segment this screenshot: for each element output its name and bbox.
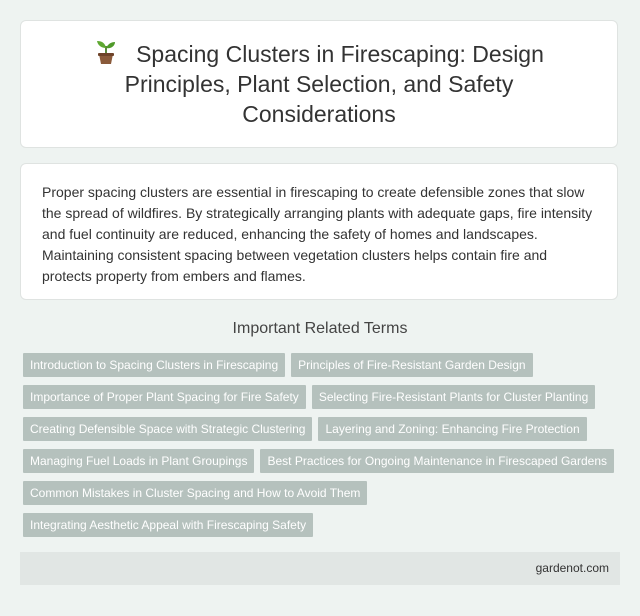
related-term-tag[interactable]: Introduction to Spacing Clusters in Firescaping [23,353,285,377]
seedling-icon [94,39,118,65]
title-card [20,20,618,148]
related-term-tag[interactable]: Creating Defensible Space with Strategic Clustering [23,417,312,441]
related-term-tag[interactable]: Selecting Fire-Resistant Plants for Cluster Planting [312,385,595,409]
tag-row [23,385,623,409]
related-terms-heading: Important Related Terms [232,320,408,337]
tag-row [23,513,623,537]
intro-paragraph: Proper spacing clusters are essential in firescaping to create defensible zones that slow the spread of wildfires. By strategically arranging plants with adequate gaps, fire intensity and fuel continuity are reduced, enhancing the safety of homes and landscapes. Maintaining consistent spacing between vegetation clusters helps contain fire and protects property from embers and flames. [42,184,593,284]
footer [20,552,620,585]
page-title [21,39,617,129]
related-term-tag[interactable]: Principles of Fire-Resistant Garden Design [291,353,532,377]
page-title-text: Spacing Clusters in Firescaping: Design Principles, Plant Selection, and Safety Considerations [124,41,544,127]
related-term-tag[interactable]: Integrating Aesthetic Appeal with Firescaping Safety [23,513,313,537]
related-term-tag[interactable]: Importance of Proper Plant Spacing for Fire Safety [23,385,306,409]
tag-row [23,417,623,441]
related-term-tag[interactable]: Managing Fuel Loads in Plant Groupings [23,449,254,473]
related-term-tag[interactable]: Best Practices for Ongoing Maintenance in Firescaped Gardens [260,449,614,473]
tag-row [23,353,623,377]
related-terms-list [23,353,623,545]
related-term-tag[interactable]: Layering and Zoning: Enhancing Fire Protection [318,417,586,441]
tag-row [23,449,623,473]
footer-site-link[interactable]: gardenot.com [535,561,609,575]
tag-row [23,481,623,505]
intro-card [20,163,618,300]
related-term-tag[interactable]: Common Mistakes in Cluster Spacing and How to Avoid Them [23,481,367,505]
